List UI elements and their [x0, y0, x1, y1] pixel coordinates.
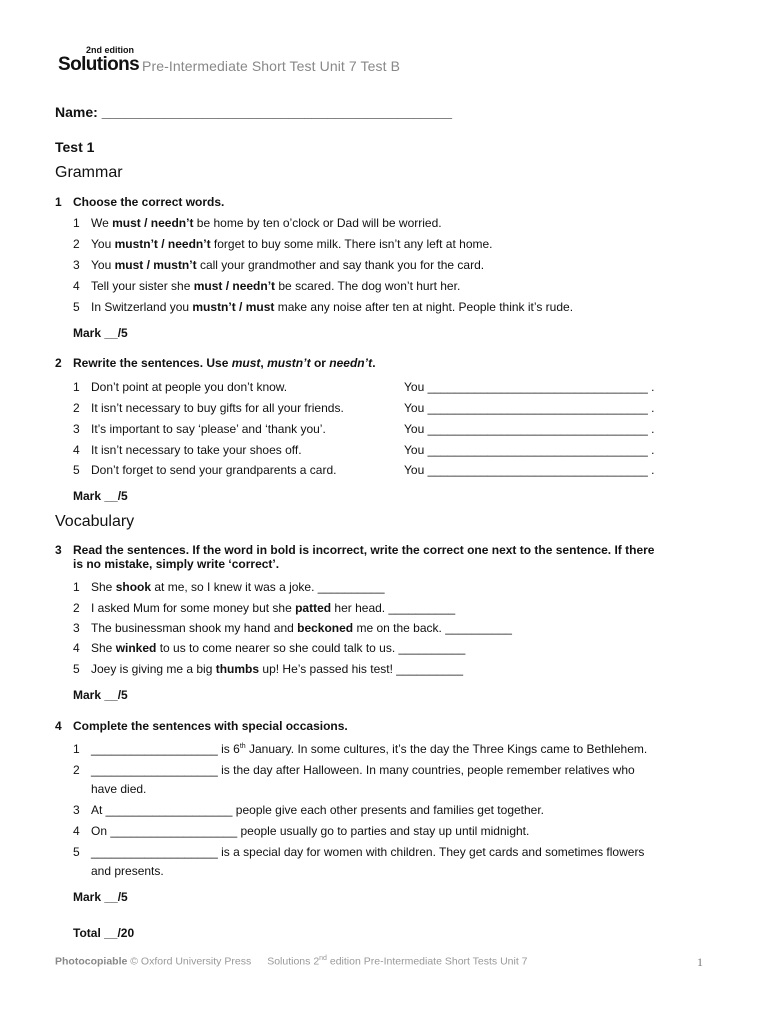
list-item: 3 It’s important to say ‘please’ and ‘thank you’.	[73, 422, 326, 436]
footer: Photocopiable © Oxford University Press Solutions 2nd edition Pre-Intermediate Short Tests Unit 7	[55, 955, 528, 968]
page-title: Pre-Intermediate Short Test Unit 7 Test B	[142, 58, 401, 74]
list-item: 1 She shook at me, so I knew it was a joke. __________	[73, 580, 385, 594]
list-item: 1 We must / needn’t be home by ten o’clock or Dad will be worried.	[73, 216, 442, 230]
answer-blank[interactable]: You _________________________________ .	[404, 422, 655, 436]
list-item: 3 At ___________________ people give each other presents and families get together.	[73, 803, 545, 817]
brand-logo: Solutions	[58, 54, 140, 75]
list-item: 5 Don’t forget to send your grandparents a card.	[73, 463, 337, 477]
mark-q4: Mark __/5	[73, 890, 128, 904]
answer-blank[interactable]: You _________________________________ .	[404, 380, 655, 394]
answer-blank[interactable]: You _________________________________ .	[404, 463, 655, 477]
section-title-grammar: Grammar	[55, 164, 123, 181]
test-label: Test 1	[55, 139, 95, 155]
list-item: 5 In Switzerland you mustn’t / must make any noise after ten at night. People think it’s rude.	[73, 300, 574, 314]
question-4-heading: 4 Complete the sentences with special occasions.	[55, 719, 348, 733]
name-blank: _____________________________________________	[101, 104, 453, 120]
list-item: 4 It isn’t necessary to take your shoes off.	[73, 443, 302, 457]
mark-q1: Mark __/5	[73, 326, 128, 340]
mark-q2: Mark __/5	[73, 489, 128, 503]
list-item: 1 Don’t point at people you don’t know.	[73, 380, 288, 394]
mark-q3: Mark __/5	[73, 688, 128, 702]
list-item: 4 On ___________________ people usually go to parties and stay up until midnight.	[73, 824, 530, 838]
section-title-vocabulary: Vocabulary	[55, 513, 135, 530]
answer-blank[interactable]: You _________________________________ .	[404, 443, 655, 457]
list-item: 3 The businessman shook my hand and beckoned me on the back. __________	[73, 621, 512, 635]
total-score: Total __/20	[73, 926, 135, 940]
page-number: 1	[697, 955, 703, 969]
question-3-heading: 3 Read the sentences. If the word in bold is incorrect, write the correct one next to the sentence. If there	[55, 543, 655, 557]
list-item: 3 You must / mustn’t call your grandmother and say thank you for the card.	[73, 258, 485, 272]
list-item: 2 I asked Mum for some money but she patted her head. __________	[73, 601, 456, 615]
question-1-heading: 1 Choose the correct words.	[55, 195, 225, 209]
name-field[interactable]	[55, 104, 452, 120]
list-item: 5 ___________________ is a special day for women with children. They get cards and sometimes flowers and presents.	[73, 845, 645, 878]
list-item: 2 You mustn’t / needn’t forget to buy some milk. There isn’t any left at home.	[73, 237, 493, 251]
name-label: Name:	[55, 104, 98, 120]
list-item: 2 ___________________ is the day after Halloween. In many countries, people remember relatives who have died.	[73, 763, 635, 796]
list-item: 4 Tell your sister she must / needn’t be scared. The dog won’t hurt her.	[73, 279, 461, 293]
answer-blank[interactable]: You _________________________________ .	[404, 401, 655, 415]
brand-edition: 2nd edition	[86, 45, 134, 55]
list-item: 1 ___________________ is 6th January. In some cultures, it’s the day the Three Kings came to Bethlehem.	[73, 742, 648, 756]
question-2-heading: 2 Rewrite the sentences. Use must, mustn’t or needn’t.	[55, 356, 376, 370]
list-item: 4 She winked to us to come nearer so she could talk to us. __________	[73, 641, 466, 655]
question-3-heading-cont: is no mistake, simply write ‘correct’.	[73, 557, 280, 571]
list-item: 5 Joey is giving me a big thumbs up! He’s passed his test! __________	[73, 662, 464, 676]
list-item: 2 It isn’t necessary to buy gifts for all your friends.	[73, 401, 344, 415]
